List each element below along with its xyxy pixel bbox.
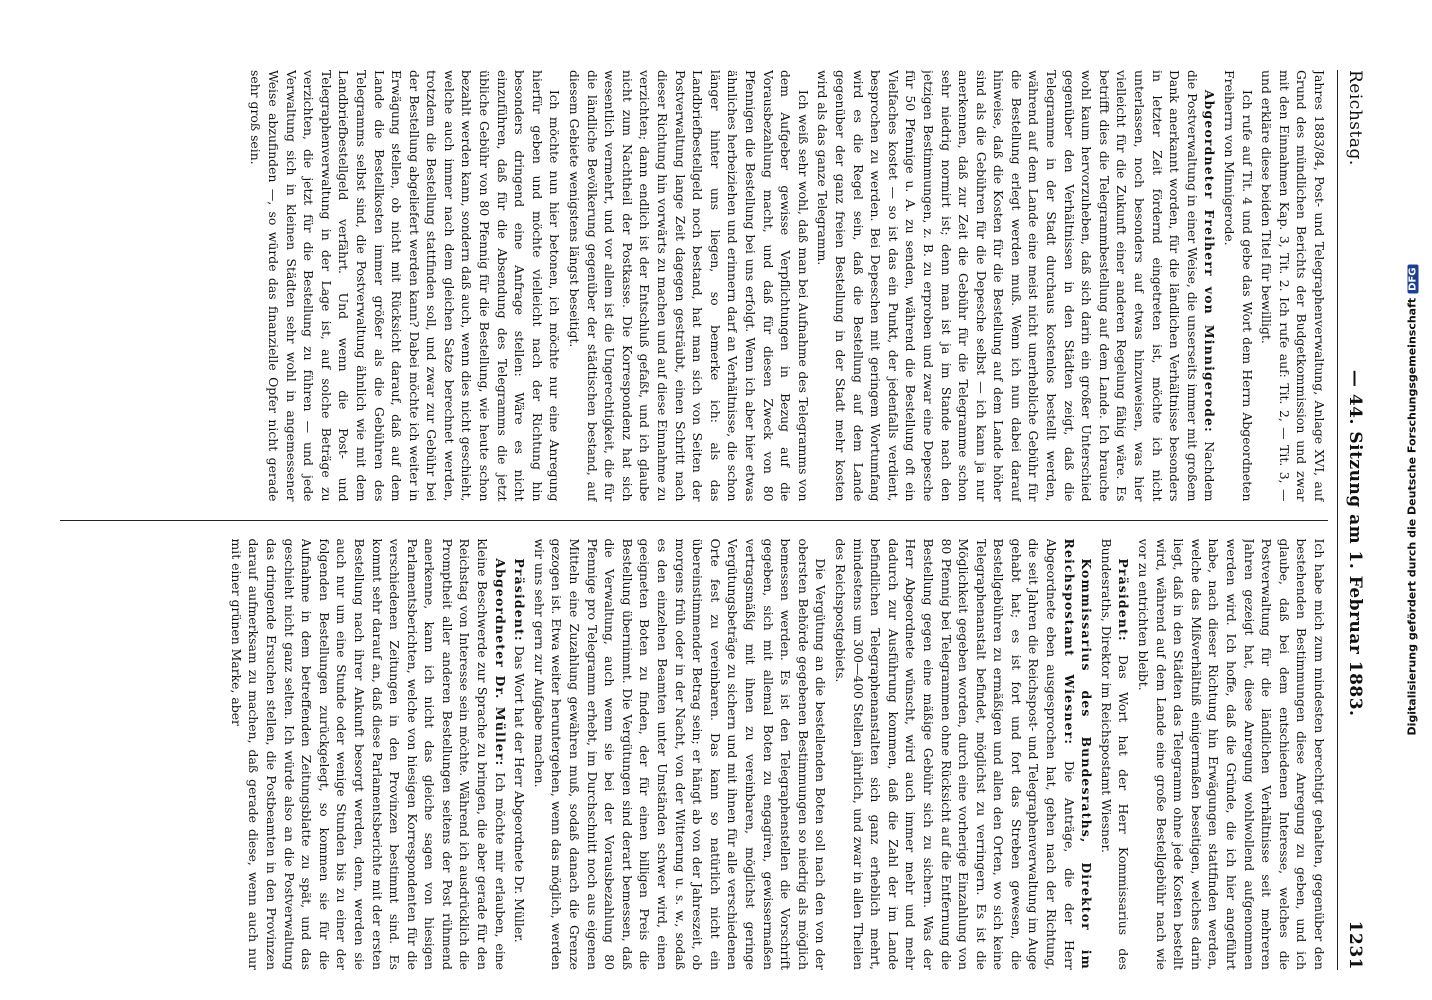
paragraph (530, 539, 829, 971)
header-rule (1337, 70, 1338, 970)
speaker-name: Abgeordneter Dr. Müller: (492, 558, 508, 767)
speaker-name: Kommissarius des Bundesraths, Direktor im Reichspostamt Wiesner: (1061, 538, 1095, 970)
paragraph-text: Das Wort hat der Herr Kommissarius des Bundesraths, Direktor im Reichspostamt Wiesner. (1098, 538, 1132, 970)
paragraph (565, 70, 811, 502)
paragraph-text: Ich rufe auf Tit. 4 und gebe das Wort dem Herrn Abgeordneten Freiherrn von Minnigerode. (1222, 70, 1255, 502)
header-left: Reichstag. (1345, 70, 1365, 166)
paragraph (814, 70, 1219, 502)
paragraph-text: Ich möchte mir erlauben, eine kleine Beschwerde zur Sprache zu bringen, die aber gerade für den Reichstag von Interesse sein möchte. Während ich ausdrücklich die Promptheit aller anderen Bestellungen seitens der Post rühmend anerkenne, kann ich nicht das gleiche sagen von hiesigen Parlamentsberichten, welche von hiesigen Korrespondenten für die verschiedenen Zeitungen in den Provinzen bestimmt sind. Es kommt sehr darauf an, daß diese Parlamentsberichte mit der ersten Bestellung nach ihrer Ankunft besorgt werden, denn, werden sie auch nur um eine Stunde oder wenige Stunden bis zu einer der folgenden Bestellungen zurückgelegt, so kommen sie für die Aufnahme in dem betreffenden Zeitungsblatte zu spät, und das geschieht nicht ganz selten. Ich würde also an die Postverwaltung das dringende Ersuchen stellen, die Postbeamten in den Provinzen darauf aufmerksam zu machen, daß gerade diese, wenn auch nur mit einer grünen Marke, aber (228, 538, 508, 970)
paragraph-text: Nachdem die Postverwaltung in einer Weise, die unserseits immer mit großem Dank anerkannt worden, für die ländlichen Verhältnisse besonders in letzter Zeit fördernd eingetreten ist, möchte ich nicht unterlassen, noch besonders auf etwas hinzuweisen, was hier vielleicht für die Zukunft einer anderen Regelung fähig wäre. Es betrifft dies die Telegrammbestellung auf dem Lande. Ich brauche wohl kaum hervorzuheben, daß sich darin ein großer Unterschied gegenüber den Verhältnissen in den Städten zeigt, daß die Telegramme in der Stadt durchaus kostenlos bestellt werden, während auf dem Lande eine meist nicht unerhebliche Gebühr für die Bestellung erlegt werden muß. Wenn ich nun dabei darauf hinweise, daß die Kosten für die Bestellung auf dem Lande höher sind als die Gebühren für die Depesche selbst — ich kann ja nur anerkennen, daß zur Zeit die Gebühr für die Telegramme schon sehr niedrig normirt ist; denn man ist ja im Stande nach den jetzigen Bestimmungen, z. B. zu erproben und zwar eine Depesche für 50 Pfennige u. A. zu senden, während die Bestellung oft ein Vielfaches kostet — so ist das ein Punkt, der jedenfalls verdient, besprochen zu werden. Bei Depeschen mit geringem Wortumfang wird es die Regel sein, daß die Bestellung auf dem Lande gegenüber der ganz freien Bestellung in der Stadt mehr kosten wird als das ganze Telegramm. (815, 70, 1218, 502)
speaker-name: Präsident: (512, 558, 528, 642)
paragraph (831, 539, 1095, 971)
paragraph-text: Ich weiß sehr wohl, daß man bei Aufnahme des Telegramms von dem Aufgeber gewisse Verpflichtungen in Bezug auf die Vorausbezahlung macht, und daß für diesen Zweck von 80 Pfennigen die Bestellung bei uns erfolgt. Wenn ich aber hier etwas ähnliches herbeiziehen und erinnern darf an Verhältnisse, die schon länger hinter uns liegen, so bemerke ich: als das Landbriefbestellgeld noch bestand, hat man sich von Seiten der Postverwaltung lange Zeit dagegen gesträubt, einen Schritt nach dieser Richtung hin vorwärts zu machen und auf diese Einnahme zu verzichten; dann endlich ist der Entschluß gefaßt, und ich glaube nicht zum Nachtheil der Postkasse. Die Korrespondenz hat sich wesentlich vermehrt, und vor allem ist die Ungerechtigkeit, die für die ländliche Bevölkerung gegenüber der städtischen bestand, auf diesem Gebiete wenigstens längst beseitigt. (567, 70, 811, 502)
digitization-note-text: Digitalisierung gefördert durch die Deutsche Forschungsgemeinschaft (1405, 297, 1419, 736)
paragraph (1097, 539, 1132, 971)
paragraph-text: Die Vergütung an die bestellenden Boten soll nach den von der obersten Behörde gegebenen Bestimmungen so niedrig als möglich bemessen werden. Es ist den Telegraphenstellen die Vorschrift gegeben, sich mit allemal Boten zu engagiren, gewissermaßen vertragsmäßig mit ihnen zu vereinbaren, möglichst geringe Vergütungsbeträge zu sichern und mit ihnen für alle verschiedenen Orte fest zu vereinbaren. Das kann so natürlich nicht ein übereinstimmender Betrag sein; er hängt ab von der Jahreszeit, ob morgens früh oder in der Nacht, von der Witterung u. s. w., sodaß es den einzelnen Beamten unter Umständen schwer wird, einen geeigneten Boten zu finden, der für einen billigen Preis die Bestellung übernimmt. Die Vergütungen sind derart bemessen, daß die Verwaltung, auch wenn sie bei der Vorausbezahlung 80 Pfennige pro Telegramm erhebt, im Durchschnitt noch aus eigenen Mitteln eine Zuzahlung gewähren muß, sodaß danach die Grenze gezogen ist. Etwa weiter heruntergehen, wenn das möglich, werden wir uns sehr gern zur Aufgabe machen. (531, 538, 829, 970)
column-divider (60, 520, 1328, 521)
paragraph-text: Ich habe mich zum mindesten berechtigt gehalten, gegenüber den bestehenden Bestimmungen diese Anregung zu geben, und ich glaube, daß bei dem entschiedenen Interesse, welches die Postverwaltung für die ländlichen Verhältnisse seit mehreren Jahren gezeigt hat, diese Anregung wohlwollend aufgenommen werden wird. Ich hoffe, daß die Gründe, die ich hier angeführt habe, nach dieser Richtung hin Erwägungen stattfinden werden, welche das Mißverhältniß einigermaßen beseitigen, welches darin liegt, daß in den Städten das Telegramm ohne jede Kosten bestellt wird, während auf dem Lande eine große Bestellgebühr nach wie vor zu entrichten bleibt. (1136, 538, 1327, 970)
page-number: 1231 (1345, 920, 1365, 970)
paragraph (1258, 70, 1328, 502)
right-column (60, 539, 1328, 971)
paragraph (511, 539, 529, 971)
paragraph-text: Ich möchte nun hier betonen, ich möchte nur eine Anregung hierfür geben und möchte vielleicht nach der Richtung hin besonders dringend eine Anfrage stellen: Wäre es nicht einzuführen, daß für die Absendung des Telegramms die jetzt übliche Gebühr von 80 Pfennig für die Bestellung, wie heute schon bezahlt werden kann, sondern daß auch, wenn dies nicht geschieht, welche auch immer nach dem gleichen Satze berechnet werden, trotzdem die Bestellung stattfinden soll, und zwar zur Gebühr bei der Bestellung abgeliefert werden kann? Dabei möchte ich weiter in Erwägung stellen, ob nicht mit Rücksicht darauf, daß auf dem Lande die Bestellkosten immer größer als die Gebühren des Telegramms selbst sind, die Postverwaltung ähnlich wie mit dem Landbriefbestellgeld verfährt. Und wenn die Post- und Telegraphenverwaltung in der Lage ist, auf solche Beträge zu verzichten, die jetzt für die Bestellung zu führen — und jede Verwaltung sich in kleinen Städten sehr wohl in angemessener Weise abzufinden —, so würde das finanzielle Opfer nicht gerade sehr groß sein. (248, 70, 563, 502)
header-title: — 44. Sitzung am 1. Februar 1883. (1345, 369, 1365, 717)
paragraph (247, 70, 564, 502)
paragraph-text: Jahres 1883/84, Post- und Telegraphenverwaltung, Anlage XVI, auf Grund des mündlichen Berichts der Budgetkommission und zwar mit den Einnahmen Kap. 3, Tit. 2. Ich rufe auf: Tit. 2, — Tit. 3, — und erkläre diese beiden Titel für bewilligt. (1259, 70, 1327, 502)
dfg-logo: DFG (1408, 264, 1419, 293)
paragraph (1134, 539, 1328, 971)
speaker-name: Abgeordneter Freiherr von Minnigerode: (1202, 89, 1218, 433)
paragraph (1220, 70, 1255, 502)
left-column (60, 70, 1328, 502)
paragraph-text: Die Anträge, die der Herr Abgeordnete eben ausgesprochen hat, gehen nach der Richtung, die seit Jahren die Reichspost- und Telegraphenverwaltung im Auge gehabt hat; es ist fort und fort das Streben gewesen, die Bestellgebühren zu ermäßigen und allen den Orten, wo sich keine Telegraphenanstalt befindet, möglichst zu verringern. Es ist die Möglichkeit gegeben worden, durch eine vorherige Einzahlung von 80 Pfennig bei Telegrammen ohne Rücksicht auf die Entfernung die Bestellung gegen eine mäßige Gebühr sich zu sichern. Was der Herr Abgeordnete wünscht, wird auch immer mehr und mehr dadurch zur Ausführung kommen, daß die Zahl der im Lande befindlichen Telegraphenanstalten sich ganz erheblich mehrt, mindestens um 300—400 Stellen jährlich, und zwar in allen Theilen des Reichspostgebiets. (832, 538, 1077, 970)
paragraph-text: Das Wort hat der Herr Abgeordnete Dr. Müller. (512, 641, 528, 943)
page-header (1340, 70, 1370, 970)
paragraph (227, 539, 509, 971)
digitization-note (1398, 20, 1426, 980)
speaker-name: Präsident: (1116, 558, 1132, 642)
text-columns (60, 70, 1328, 970)
